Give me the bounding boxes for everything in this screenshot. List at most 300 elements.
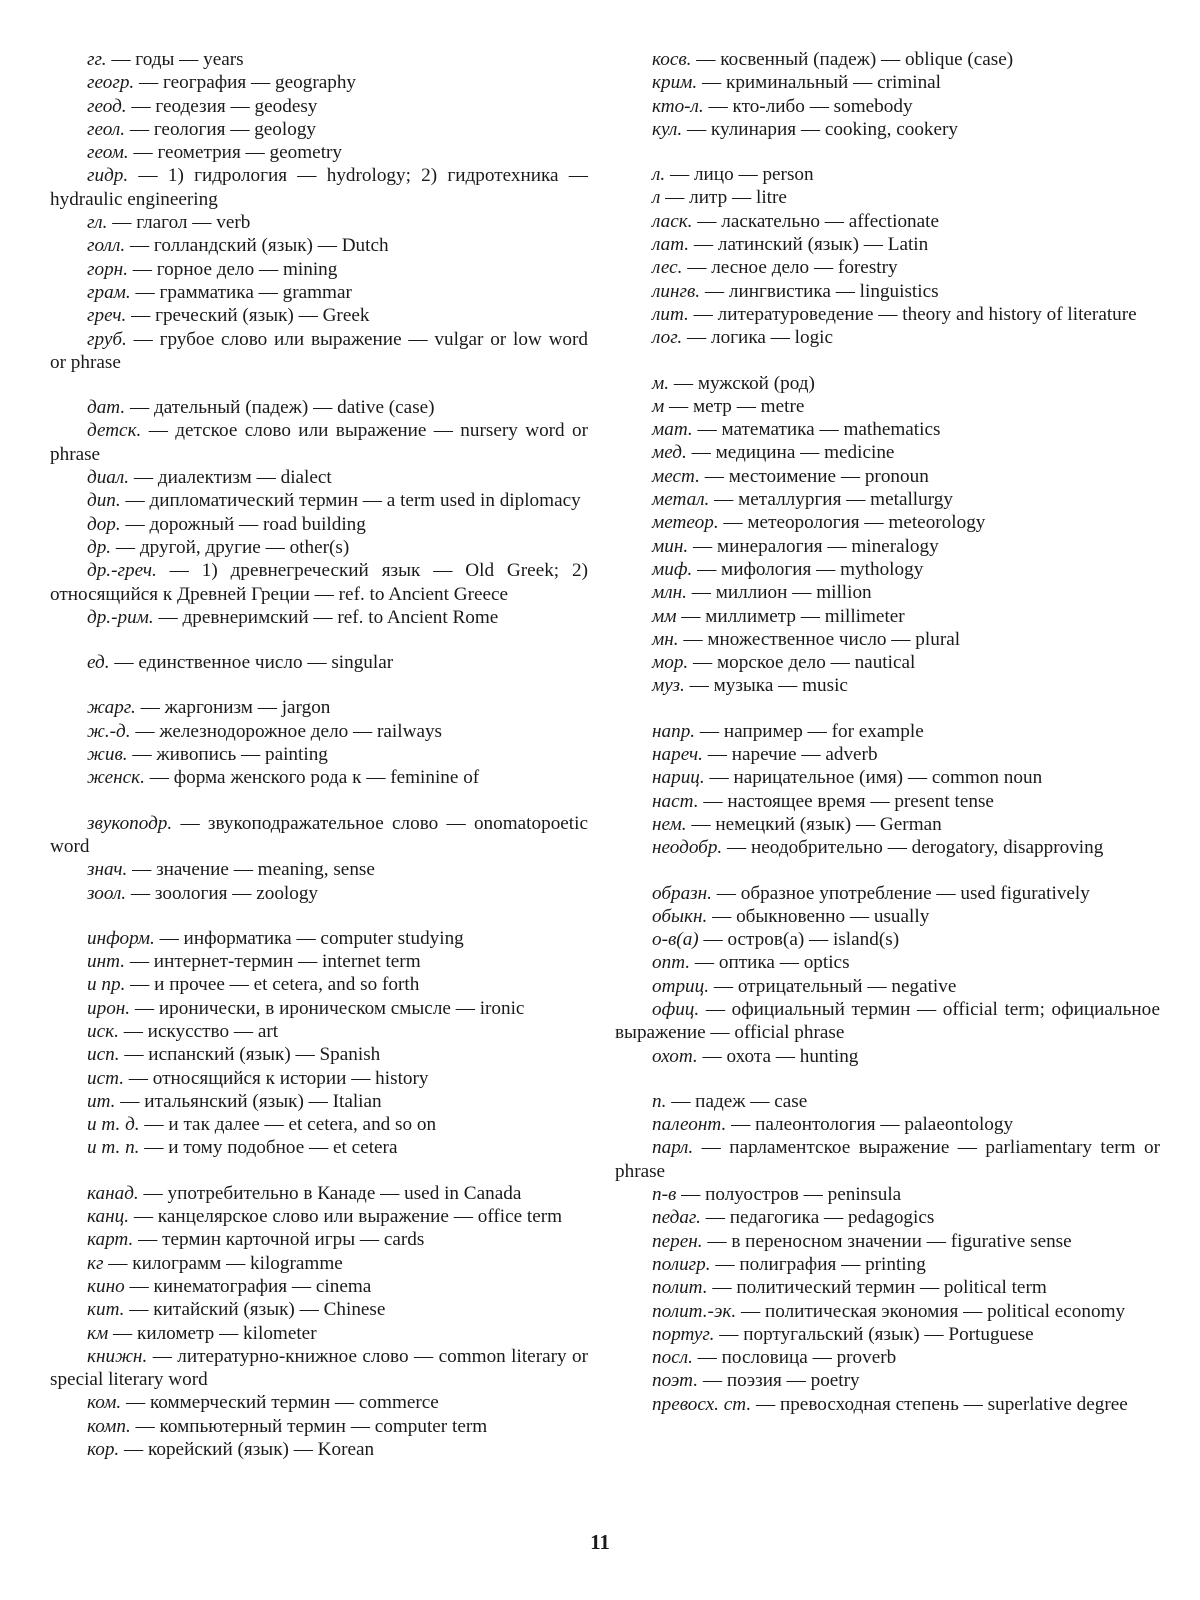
abbreviation-definition: — относящийся к истории — history	[124, 1067, 429, 1089]
abbreviation-group	[615, 163, 1160, 349]
abbreviation: полит.	[652, 1277, 708, 1299]
abbreviation-definition: — литературоведение — theory and history of literature	[688, 303, 1137, 325]
abbreviation-definition: — форма женского рода к — feminine of	[144, 767, 480, 789]
abbreviation: метеор.	[652, 512, 719, 534]
abbreviation-definition: — термин карточной игры — cards	[133, 1229, 425, 1251]
abbreviation-entry	[615, 581, 1160, 604]
abbreviation: напр.	[652, 720, 696, 742]
abbreviation-entry	[615, 511, 1160, 534]
abbreviation: км	[87, 1322, 109, 1344]
abbreviation-definition: — португальский (язык) — Portuguese	[714, 1323, 1034, 1345]
abbreviation-definition: — падеж — case	[666, 1090, 808, 1112]
abbreviation-entry	[615, 951, 1160, 974]
abbreviation-entry	[615, 256, 1160, 279]
abbreviation-entry	[50, 489, 588, 512]
abbreviation-entry	[615, 1206, 1160, 1229]
abbreviation-group	[50, 927, 588, 1160]
abbreviation-definition: — килограмм — kilogramme	[103, 1252, 343, 1274]
abbreviation: жарг.	[87, 697, 136, 719]
abbreviation: л	[652, 187, 661, 209]
abbreviation-definition: — мифология — mythology	[692, 558, 924, 580]
abbreviation-entry	[615, 790, 1160, 813]
abbreviation: охот.	[652, 1045, 698, 1067]
abbreviation-entry	[615, 928, 1160, 951]
abbreviation-definition: — иронически, в ироническом смысле — ironic	[130, 997, 525, 1019]
abbreviation: полигр.	[652, 1253, 711, 1275]
abbreviation-entry	[615, 1346, 1160, 1369]
abbreviation-definition: — кулинария — cooking, cookery	[682, 118, 959, 140]
abbreviation: мор.	[652, 652, 689, 674]
abbreviation-definition: — 1) гидрология — hydrology; 2) гидротехника — hydraulic engineering	[50, 165, 588, 210]
abbreviation: лат.	[652, 234, 690, 256]
abbreviation: кино	[87, 1275, 125, 1297]
abbreviation: нареч.	[652, 744, 703, 766]
abbreviation: посл.	[652, 1347, 693, 1369]
abbreviation-entry	[615, 1323, 1160, 1346]
abbreviation-definition: — в переносном значении — figurative sense	[702, 1230, 1072, 1252]
abbreviation-definition: — музыка — music	[684, 675, 848, 697]
abbreviation: детск.	[87, 420, 142, 442]
abbreviation-entry	[615, 1183, 1160, 1206]
abbreviation-definition: — коммерческий термин — commerce	[121, 1392, 439, 1414]
abbreviation: педаг.	[652, 1207, 701, 1229]
abbreviation-definition: — настоящее время — present tense	[698, 790, 994, 812]
abbreviation-definition: — дорожный — road building	[120, 513, 366, 535]
left-column	[50, 48, 588, 1483]
abbreviation-definition: — глагол — verb	[107, 212, 251, 234]
abbreviation: и пр.	[87, 974, 126, 996]
abbreviation-entry	[615, 1045, 1160, 1068]
abbreviation-definition: — испанский (язык) — Spanish	[119, 1044, 381, 1066]
abbreviation: ит.	[87, 1090, 116, 1112]
abbreviation: ист.	[87, 1067, 124, 1089]
abbreviation-entry	[615, 720, 1160, 743]
abbreviation-definition: — охота — hunting	[697, 1045, 859, 1067]
abbreviation: жив.	[87, 744, 128, 766]
abbreviation-entry	[615, 186, 1160, 209]
abbreviation-definition: — горное дело — mining	[128, 258, 338, 280]
abbreviation-definition: — отрицательный — negative	[709, 975, 957, 997]
abbreviation: ирон.	[87, 997, 131, 1019]
abbreviation: карт.	[87, 1229, 134, 1251]
abbreviation-entry	[50, 1252, 588, 1275]
abbreviation: кул.	[652, 118, 683, 140]
abbreviation-definition: — значение — meaning, sense	[127, 859, 375, 881]
abbreviation: мат.	[652, 419, 693, 441]
abbreviation: мест.	[652, 465, 700, 487]
abbreviation-definition: — лингвистика — linguistics	[700, 280, 939, 302]
abbreviation-entry	[50, 606, 588, 629]
abbreviation-definition: — грубое слово или выражение — vulgar or low word or phrase	[50, 328, 588, 373]
abbreviation: женск.	[87, 767, 145, 789]
abbreviation: кор.	[87, 1439, 120, 1461]
abbreviation-definition: — парламентское выражение — parliamentary term or phrase	[615, 1137, 1160, 1182]
abbreviation-entry	[50, 234, 588, 257]
abbreviation: млн.	[652, 582, 687, 604]
abbreviation: комп.	[87, 1415, 131, 1437]
abbreviation-entry	[615, 1230, 1160, 1253]
abbreviation-entry	[615, 905, 1160, 928]
abbreviation: мм	[652, 605, 677, 627]
abbreviation-entry	[50, 536, 588, 559]
abbreviation-entry	[50, 1298, 588, 1321]
abbreviation-definition: — компьютерный термин — computer term	[130, 1415, 488, 1437]
abbreviation-entry	[50, 1067, 588, 1090]
abbreviation-entry	[50, 513, 588, 536]
abbreviation: отриц.	[652, 975, 710, 997]
abbreviation-definition: — искусство — art	[118, 1020, 279, 1042]
right-column	[615, 48, 1160, 1438]
abbreviation-entry	[615, 233, 1160, 256]
abbreviation-definition: — педагогика — pedagogics	[700, 1207, 935, 1229]
abbreviation-definition: — официальный термин — official term; официальное выражение — official phrase	[615, 998, 1160, 1044]
abbreviation-entry	[50, 118, 588, 141]
abbreviation-entry	[50, 1391, 588, 1414]
abbreviation-definition: — единственное число — singular	[109, 652, 394, 674]
abbreviation: наст.	[652, 790, 699, 812]
abbreviation-entry	[50, 1415, 588, 1438]
abbreviation: исп.	[87, 1044, 120, 1066]
abbreviation-definition: — полуостров — peninsula	[676, 1184, 902, 1206]
abbreviation-definition: — грамматика — grammar	[130, 281, 352, 303]
abbreviation: л.	[652, 164, 666, 186]
abbreviation-entry	[615, 1136, 1160, 1183]
abbreviation-group	[615, 882, 1160, 1068]
abbreviation: зоол.	[87, 882, 127, 904]
abbreviation-entry	[615, 1113, 1160, 1136]
abbreviation: кг	[87, 1252, 104, 1274]
abbreviation-definition: — остров(а) — island(s)	[698, 929, 900, 951]
abbreviation-definition: — геодезия — geodesy	[126, 95, 318, 117]
abbreviation-definition: — политическая экономия — political economy	[736, 1300, 1126, 1322]
abbreviation: мед.	[652, 442, 687, 464]
abbreviation: образн.	[652, 882, 712, 904]
abbreviation-entry	[615, 395, 1160, 418]
abbreviation-definition: — метеорология — meteorology	[718, 512, 986, 534]
abbreviation: офиц.	[652, 998, 700, 1020]
abbreviation-definition: — нарицательное (имя) — common noun	[704, 767, 1043, 789]
abbreviation-group	[615, 372, 1160, 698]
abbreviation-entry	[615, 488, 1160, 511]
abbreviation: геод.	[87, 95, 127, 117]
abbreviation-entry	[615, 813, 1160, 836]
abbreviation: метал.	[652, 489, 710, 511]
abbreviation-entry	[615, 975, 1160, 998]
abbreviation-entry	[50, 258, 588, 281]
abbreviation: иск.	[87, 1020, 119, 1042]
abbreviation-entry	[50, 743, 588, 766]
abbreviation-definition: — кто-либо — somebody	[703, 95, 913, 117]
abbreviation-entry	[50, 973, 588, 996]
abbreviation: ласк.	[652, 210, 693, 232]
abbreviation: неодобр.	[652, 837, 723, 859]
abbreviation-entry	[50, 1113, 588, 1136]
abbreviation-entry	[615, 1393, 1160, 1416]
abbreviation-group	[50, 48, 588, 374]
abbreviation-entry	[615, 326, 1160, 349]
abbreviation: лог.	[652, 327, 683, 349]
abbreviation-definition: — и прочее — et cetera, and so forth	[125, 974, 420, 996]
abbreviation-definition: — математика — mathematics	[692, 419, 941, 441]
abbreviation: геол.	[87, 118, 126, 140]
abbreviation-entry	[615, 1276, 1160, 1299]
abbreviation: груб.	[87, 328, 127, 350]
abbreviation: перен.	[652, 1230, 703, 1252]
abbreviation-entry	[615, 558, 1160, 581]
abbreviation-definition: — криминальный — criminal	[697, 72, 942, 94]
abbreviation-entry	[615, 163, 1160, 186]
abbreviation: кто-л.	[652, 95, 704, 117]
abbreviation-definition: — оптика — optics	[690, 952, 850, 974]
abbreviation-group	[615, 720, 1160, 860]
abbreviation-definition: — косвенный (падеж) — oblique (case)	[691, 49, 1014, 70]
abbreviation-definition: — живопись — painting	[127, 744, 328, 766]
abbreviation-definition: — древнеримский — ref. to Ancient Rome	[153, 606, 499, 628]
abbreviation-entry	[615, 836, 1160, 859]
abbreviation: м	[652, 395, 665, 417]
abbreviation-definition: — мужской (род)	[669, 372, 815, 394]
abbreviation: муз.	[652, 675, 685, 697]
abbreviation-entry	[615, 303, 1160, 326]
abbreviation-entry	[50, 466, 588, 489]
abbreviation: дип.	[87, 490, 121, 512]
abbreviation-definition: — обыкновенно — usually	[707, 905, 930, 927]
abbreviation-entry	[615, 674, 1160, 697]
abbreviation-entry	[50, 1043, 588, 1066]
abbreviation-group	[615, 1090, 1160, 1416]
abbreviation-definition: — железнодорожное дело — railways	[130, 720, 443, 742]
abbreviation-entry	[50, 419, 588, 466]
abbreviation-definition: — интернет-термин — internet term	[125, 951, 421, 973]
abbreviation-group	[50, 812, 588, 905]
abbreviation: обыкн.	[652, 905, 708, 927]
abbreviation: п.	[652, 1090, 667, 1112]
abbreviation-entry	[615, 766, 1160, 789]
abbreviation-group	[50, 1182, 588, 1462]
abbreviation: др.-рим.	[87, 606, 154, 628]
abbreviation-definition: — множественное число — plural	[678, 628, 961, 650]
abbreviation-group	[615, 48, 1160, 141]
abbreviation-definition: — палеонтология — palaeontology	[726, 1114, 1014, 1136]
abbreviation-definition: — китайский (язык) — Chinese	[124, 1299, 386, 1321]
abbreviation: др.	[87, 536, 112, 558]
abbreviation-definition: — употребительно в Канаде — used in Canada	[138, 1182, 522, 1204]
abbreviation-entry	[615, 1300, 1160, 1323]
abbreviation-entry	[50, 304, 588, 327]
abbreviation-definition: — километр — kilometer	[108, 1322, 317, 1344]
abbreviation: инт.	[87, 951, 126, 973]
abbreviation-definition: — миллион — million	[686, 582, 872, 604]
abbreviation-definition: — итальянский (язык) — Italian	[115, 1090, 382, 1112]
abbreviation-entry	[615, 95, 1160, 118]
abbreviation: мин.	[652, 535, 689, 557]
abbreviation-definition: — метр — metre	[664, 395, 805, 417]
abbreviation: геогр.	[87, 72, 135, 94]
abbreviation-definition: — литературно-книжное слово — common literary or special literary word	[50, 1345, 588, 1391]
abbreviation-definition: — неодобрительно — derogatory, disapproving	[722, 837, 1104, 859]
abbreviation-entry	[615, 71, 1160, 94]
abbreviation-definition: — ласкательно — affectionate	[692, 210, 939, 232]
abbreviation-definition: — литр — litre	[660, 187, 787, 209]
abbreviation: опт.	[652, 952, 691, 974]
abbreviation-entry	[615, 651, 1160, 674]
abbreviation: книжн.	[87, 1345, 148, 1367]
abbreviation-entry	[615, 535, 1160, 558]
abbreviation-definition: — например — for example	[695, 720, 924, 742]
abbreviation-entry	[50, 1020, 588, 1043]
abbreviation-entry	[50, 281, 588, 304]
abbreviation-entry	[50, 1136, 588, 1159]
abbreviation-entry	[615, 998, 1160, 1045]
abbreviation: геом.	[87, 142, 129, 164]
abbreviation-entry	[50, 95, 588, 118]
abbreviation-definition: — медицина — medicine	[686, 442, 895, 464]
abbreviation-definition: — другой, другие — other(s)	[111, 536, 350, 558]
abbreviation-definition: — местоимение — pronoun	[699, 465, 929, 487]
abbreviation: о-в(а)	[652, 929, 699, 951]
abbreviation-definition: — детское слово или выражение — nursery word or phrase	[50, 420, 588, 465]
abbreviation-entry	[615, 441, 1160, 464]
abbreviation: ком.	[87, 1392, 122, 1414]
abbreviation-entry	[615, 372, 1160, 395]
abbreviation-entry	[615, 280, 1160, 303]
abbreviation: голл.	[87, 235, 126, 257]
abbreviation: лингв.	[652, 280, 701, 302]
abbreviation: палеонт.	[652, 1114, 727, 1136]
abbreviation-entry	[615, 210, 1160, 233]
abbreviation: ж.-д.	[87, 720, 131, 742]
abbreviation-entry	[615, 418, 1160, 441]
abbreviation: греч.	[87, 305, 127, 327]
abbreviation-entry	[50, 858, 588, 881]
abbreviation-entry	[50, 141, 588, 164]
abbreviation-definition: — и тому подобное — et cetera	[139, 1137, 398, 1159]
abbreviation: португ.	[652, 1323, 715, 1345]
abbreviation-entry	[50, 328, 588, 375]
abbreviation: и т. п.	[87, 1137, 140, 1159]
abbreviation-definition: — образное употребление — used figuratively	[711, 882, 1090, 904]
abbreviation-entry	[615, 1253, 1160, 1276]
abbreviation-entry	[50, 1345, 588, 1392]
abbreviation-entry	[50, 1322, 588, 1345]
abbreviation-entry	[50, 1205, 588, 1228]
abbreviation-entry	[615, 743, 1160, 766]
abbreviation: поэт.	[652, 1370, 699, 1392]
abbreviation-definition: — дипломатический термин — a term used in diplomacy	[120, 490, 581, 512]
abbreviation-definition: — жаргонизм — jargon	[135, 697, 331, 719]
abbreviation-definition: — морское дело — nautical	[688, 652, 916, 674]
abbreviation-definition: — информатика — computer studying	[154, 927, 464, 949]
abbreviation-entry	[50, 950, 588, 973]
abbreviation-entry	[50, 882, 588, 905]
abbreviation-definition: — греческий (язык) — Greek	[126, 305, 370, 327]
abbreviation-entry	[50, 1228, 588, 1251]
abbreviation: полит.-эк.	[652, 1300, 737, 1322]
abbreviation-entry	[50, 1090, 588, 1113]
abbreviation-entry	[50, 720, 588, 743]
abbreviation-definition: — дательный (падеж) — dative (case)	[125, 397, 435, 419]
abbreviation: нем.	[652, 813, 687, 835]
abbreviation-definition: — лицо — person	[665, 164, 814, 186]
abbreviation-entry	[50, 559, 588, 606]
abbreviation: миф.	[652, 558, 693, 580]
abbreviation-definition: — и так далее — et cetera, and so on	[139, 1114, 437, 1136]
abbreviation: др.-греч.	[87, 560, 157, 582]
abbreviation-definition: — лесное дело — forestry	[682, 257, 898, 279]
abbreviation-definition: — годы — years	[106, 49, 244, 70]
abbreviation-definition: — наречие — adverb	[702, 744, 878, 766]
abbreviation-entry	[50, 164, 588, 211]
abbreviation-definition: — канцелярское слово или выражение — office term	[129, 1206, 563, 1228]
abbreviation: превосх. ст.	[652, 1393, 752, 1415]
abbreviation: знач.	[87, 859, 128, 881]
abbreviation-definition: — голландский (язык) — Dutch	[125, 235, 389, 257]
abbreviation: диал.	[87, 467, 130, 489]
abbreviation-definition: — превосходная степень — superlative degree	[751, 1393, 1128, 1415]
abbreviation: крим.	[652, 72, 698, 94]
abbreviation-definition: — зоология — zoology	[126, 882, 319, 904]
abbreviation-entry	[50, 1438, 588, 1461]
abbreviation: гл.	[87, 212, 108, 234]
abbreviation-definition: — минералогия — mineralogy	[688, 535, 939, 557]
page-number: 11	[590, 1530, 610, 1554]
abbreviation: гг.	[87, 49, 107, 70]
abbreviation: и т. д.	[87, 1114, 140, 1136]
abbreviation: нариц.	[652, 767, 705, 789]
abbreviation: грам.	[87, 281, 131, 303]
abbreviation-group	[50, 696, 588, 789]
abbreviation-definition: — миллиметр — millimeter	[676, 605, 905, 627]
abbreviation-entry	[50, 71, 588, 94]
abbreviation: звукоподр.	[87, 812, 173, 834]
abbreviation: канц.	[87, 1206, 130, 1228]
abbreviation-definition: — пословица — proverb	[692, 1347, 897, 1369]
abbreviation-entry	[615, 628, 1160, 651]
abbreviation-definition: — логика — logic	[682, 327, 834, 349]
abbreviation-definition: — латинский (язык) — Latin	[689, 234, 929, 256]
abbreviation: мн.	[652, 628, 679, 650]
abbreviation: кит.	[87, 1299, 125, 1321]
abbreviation-definition: — 1) древнегреческий язык — Old Greek; 2) относящийся к Древней Греции — ref. to Ancient Greece	[50, 560, 588, 605]
abbreviation-entry	[615, 1090, 1160, 1113]
abbreviation-definition: — кинематография — cinema	[124, 1275, 372, 1297]
abbreviation-entry	[615, 1369, 1160, 1392]
abbreviation-entry	[50, 1275, 588, 1298]
abbreviation-entry	[50, 396, 588, 419]
abbreviation-entry	[50, 812, 588, 859]
abbreviation-definition: — металлургия — metallurgy	[709, 489, 953, 511]
abbreviation-entry	[50, 48, 588, 71]
abbreviation-entry	[50, 766, 588, 789]
abbreviation-entry	[50, 651, 588, 674]
abbreviation-entry	[615, 605, 1160, 628]
abbreviation-entry	[50, 1182, 588, 1205]
abbreviation-entry	[50, 927, 588, 950]
abbreviation-group	[50, 396, 588, 629]
abbreviation-group	[50, 651, 588, 674]
abbreviation-definition: — геология — geology	[125, 118, 317, 140]
abbreviation-definition: — немецкий (язык) — German	[686, 813, 942, 835]
abbreviation: лит.	[652, 303, 689, 325]
abbreviation-entry	[615, 882, 1160, 905]
abbreviation-entry	[50, 696, 588, 719]
abbreviation-definition: — диалектизм — dialect	[129, 467, 332, 489]
abbreviation: парл.	[652, 1137, 694, 1159]
abbreviation-definition: — поэзия — poetry	[698, 1370, 860, 1392]
abbreviation: ед.	[87, 652, 110, 674]
abbreviation-entry	[615, 465, 1160, 488]
abbreviation-definition: — география — geography	[134, 72, 357, 94]
